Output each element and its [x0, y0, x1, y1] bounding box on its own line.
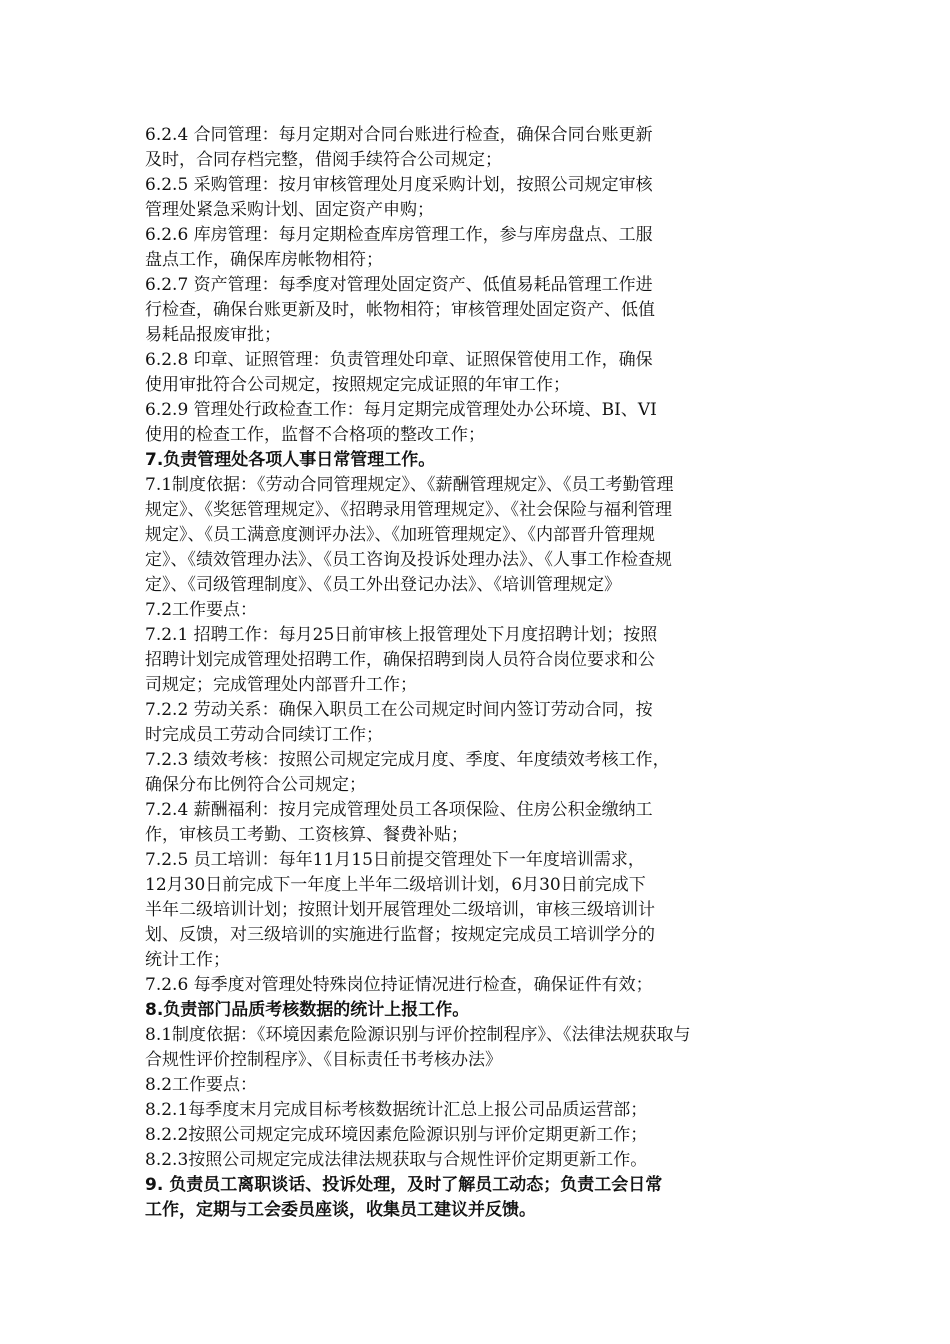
text-line: 易耗品报废审批；	[145, 325, 281, 345]
text-line: 作，审核员工考勤、工资核算、餐费补贴；	[145, 825, 468, 845]
text-line: 7.2.4 薪酬福利：按月完成管理处员工各项保险、住房公积金缴纳工	[145, 800, 653, 820]
text-line: 7.2.3 绩效考核：按照公司规定完成月度、季度、年度绩效考核工作，	[145, 750, 670, 770]
text-line: 定》、《司级管理制度》、《员工外出登记办法》、《培训管理规定》	[145, 575, 621, 595]
text-line: 使用的检查工作，监督不合格项的整改工作；	[145, 425, 485, 445]
text-line: 7.2.5 员工培训：每年11月15日前提交管理处下一年度培训需求，	[145, 850, 645, 870]
text-line: 及时，合同存档完整，借阅手续符合公司规定；	[145, 150, 502, 170]
text-line: 6.2.5 采购管理：按月审核管理处月度采购计划，按照公司规定审核	[145, 175, 653, 195]
text-line: 7.2.1 招聘工作：每月25日前审核上报管理处下月度招聘计划；按照	[145, 625, 658, 645]
text-line: 7.1制度依据：《劳动合同管理规定》、《薪酬管理规定》、《员工考勤管理	[145, 475, 674, 495]
text-line: 管理处紧急采购计划、固定资产申购；	[145, 200, 434, 220]
section-heading-line: 7.负责管理处各项人事日常管理工作。	[145, 450, 436, 470]
text-line: 6.2.9 管理处行政检查工作：每月定期完成管理处办公环境、BI、VI	[145, 400, 657, 420]
text-line: 12月30日前完成下一年度上半年二级培训计划，6月30日前完成下	[145, 875, 646, 895]
text-line: 行检查，确保台账更新及时，帐物相符；审核管理处固定资产、低值	[145, 300, 655, 320]
text-line: 8.2.3按照公司规定完成法律法规获取与合规性评价定期更新工作。	[145, 1150, 648, 1170]
text-line: 6.2.7 资产管理：每季度对管理处固定资产、低值易耗品管理工作进	[145, 275, 653, 295]
text-line: 招聘计划完成管理处招聘工作，确保招聘到岗人员符合岗位要求和公	[145, 650, 655, 670]
text-line: 8.2.1每季度末月完成目标考核数据统计汇总上报公司品质运营部；	[145, 1100, 648, 1120]
text-line: 6.2.4 合同管理：每月定期对合同台账进行检查，确保合同台账更新	[145, 125, 653, 145]
text-line: 8.2工作要点：	[145, 1075, 258, 1095]
text-line: 7.2工作要点：	[145, 600, 258, 620]
text-line: 8.1制度依据：《环境因素危险源识别与评价控制程序》、《法律法规获取与	[145, 1025, 691, 1045]
text-line: 定》、《绩效管理办法》、《员工咨询及投诉处理办法》、《人事工作检查规	[145, 550, 672, 570]
text-line: 7.2.6 每季度对管理处特殊岗位持证情况进行检查，确保证件有效；	[145, 975, 653, 995]
text-line: 使用审批符合公司规定，按照规定完成证照的年审工作；	[145, 375, 570, 395]
text-line: 盘点工作，确保库房帐物相符；	[145, 250, 383, 270]
text-line: 时完成员工劳动合同续订工作；	[145, 725, 383, 745]
document-body	[145, 123, 805, 1223]
text-line: 6.2.6 库房管理：每月定期检查库房管理工作，参与库房盘点、工服	[145, 225, 653, 245]
text-line: 半年二级培训计划；按照计划开展管理处二级培训，审核三级培训计	[145, 900, 655, 920]
text-line: 统计工作；	[145, 950, 230, 970]
text-line: 规定》、《奖惩管理规定》、《招聘录用管理规定》、《社会保险与福利管理	[145, 500, 672, 520]
text-line: 确保分布比例符合公司规定；	[145, 775, 366, 795]
section-heading-line: 工作，定期与工会委员座谈，收集员工建议并反馈。	[145, 1200, 536, 1220]
text-line: 司规定；完成管理处内部晋升工作；	[145, 675, 417, 695]
text-line: 6.2.8 印章、证照管理：负责管理处印章、证照保管使用工作，确保	[145, 350, 653, 370]
text-line: 合规性评价控制程序》、《目标责任书考核办法》	[145, 1050, 502, 1070]
text-line: 7.2.2 劳动关系：确保入职员工在公司规定时间内签订劳动合同，按	[145, 700, 653, 720]
text-line: 8.2.2按照公司规定完成环境因素危险源识别与评价定期更新工作；	[145, 1125, 648, 1145]
section-heading-line: 9. 负责员工离职谈话、投诉处理，及时了解员工动态；负责工会日常	[145, 1175, 663, 1195]
text-line: 规定》、《员工满意度测评办法》、《加班管理规定》、《内部晋升管理规	[145, 525, 655, 545]
section-heading-line: 8.负责部门品质考核数据的统计上报工作。	[145, 1000, 470, 1020]
text-line: 划、反馈，对三级培训的实施进行监督；按规定完成员工培训学分的	[145, 925, 655, 945]
